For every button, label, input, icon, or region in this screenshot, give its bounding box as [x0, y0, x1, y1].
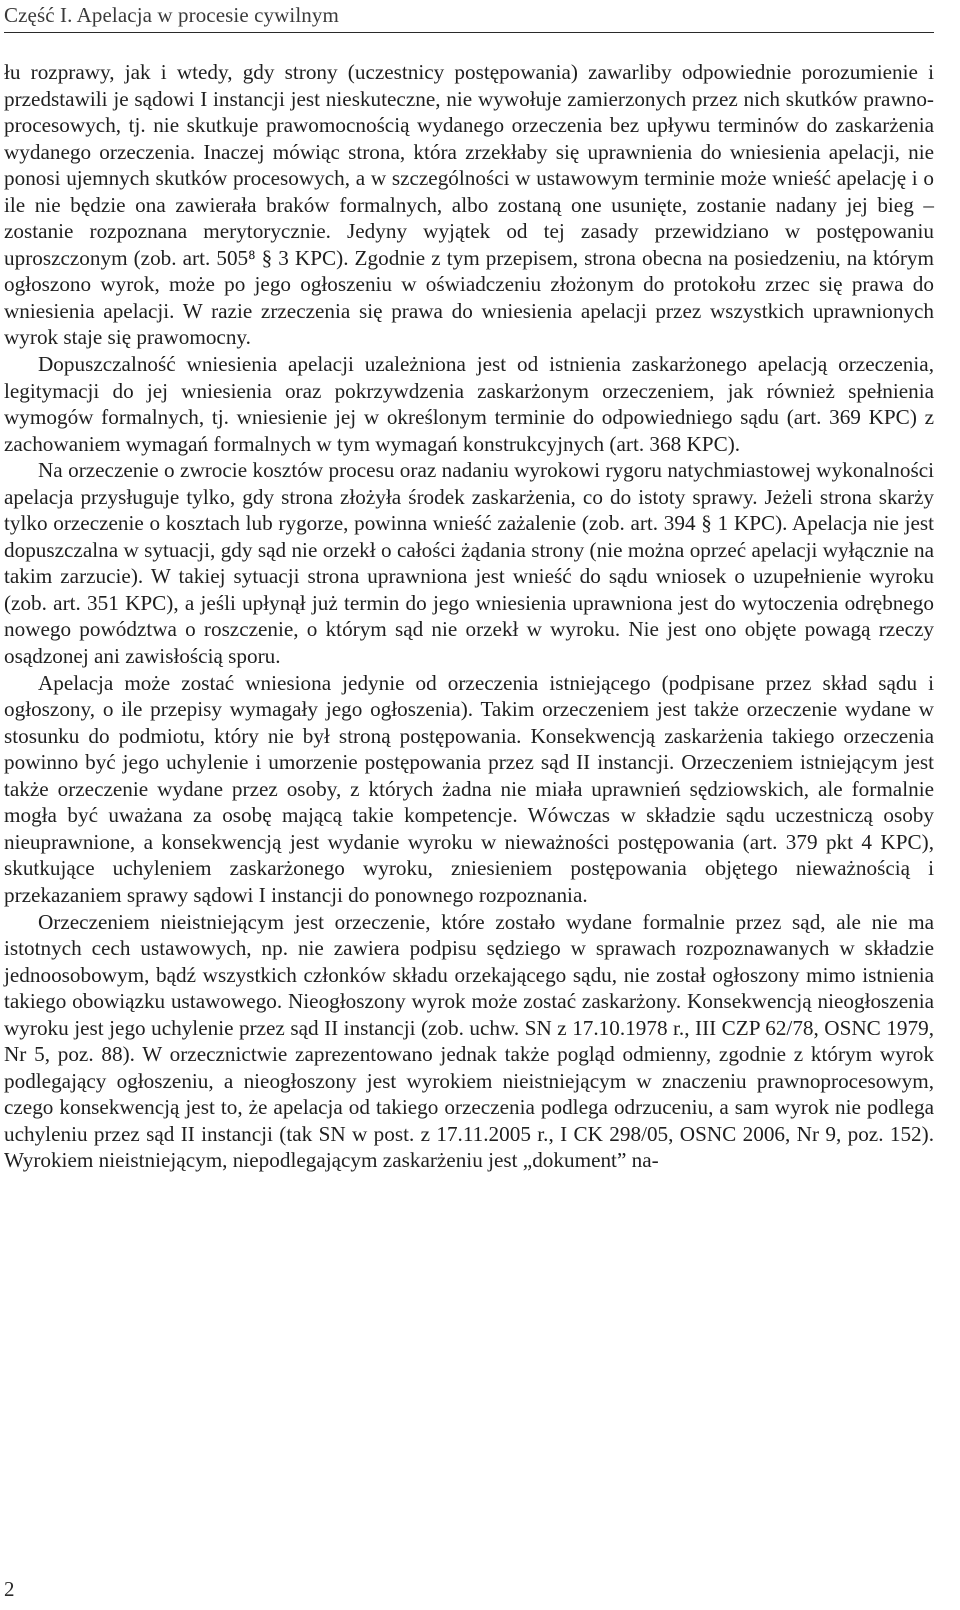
paragraph-continuation: łu rozprawy, jak i wtedy, gdy strony (uczestnicy postępowania) zawarliby odpowiednie porozumienie i przedstawili je sądowi I instancji jest nieskuteczne, nie wywołuje zamierzonych przez nich skutków prawno-procesowych, tj. nie skutkuje prawomocnością wydanego orzeczenia bez upływu terminów do zaskarżenia wydanego orzeczenia. Inaczej mówiąc strona, która zrzekłaby się uprawnienia do wniesienia apelacji, nie ponosi ujemnych skutków procesowych, a w szczególności w ustawowym terminie może wnieść apelację i o ile nie będzie ona zawierała braków formalnych, albo zostaną one usunięte, zostanie nadany jej bieg – zostanie rozpoznana merytorycznie. Jedyny wyjątek od tej zasady przewidziano w postępowaniu uproszczonym (zob. art. 505⁸ § 3 KPC). Zgodnie z tym przepisem, strona obecna na posiedzeniu, na którym ogłoszono wyrok, może po jego ogłoszeniu w oświadczeniu złożonym do protokołu zrzec się prawa do wniesienia apelacji. W razie zrzeczenia się prawa do wniesienia apelacji przez wszystkich uprawnionych wyrok staje się prawomocny. — [4, 60, 934, 350]
paragraph: Na orzeczenie o zwrocie kosztów procesu oraz nadaniu wyrokowi rygoru natychmiastowej wykonalności apelacja przysługuje tylko, gdy strona złożyła środek zaskarżenia, co do istoty sprawy. Jeżeli strona skarży tylko orzeczenie o kosztach lub rygorze, powinna wnieść zażalenie (zob. art. 394 § 1 KPC). Apelacja nie jest dopuszczalna w sytuacji, gdy sąd nie orzekł o całości żądania strony (nie można oprzeć apelacji wyłącznie na takim zarzucie). W takiej sytuacji strona uprawniona jest wnieść do sądu wniosek o uzupełnienie wyroku (zob. art. 351 KPC), a jeśli upłynął już termin do jego wniesienia uprawniona jest do wytoczenia odrębnego nowego powództwa o roszczenie, o którym sąd nie orzekł w wyroku. Nie jest ono objęte powagą rzeczy osądzonej ani zawisłością sporu. — [4, 458, 934, 669]
body-text — [4, 59, 934, 1174]
paragraph: Dopuszczalność wniesienia apelacji uzależniona jest od istnienia zaskarżonego apelacją orzeczenia, legitymacji do jej wniesienia oraz pokrzywdzenia zaskarżonym orzeczeniem, jak również spełnienia wymogów formalnych, tj. wniesienie jej w określonym terminie do odpowiedniego sądu (art. 369 KPC) z zachowaniem wymagań formalnych w tym wymagań konstrukcyjnych (art. 368 KPC). — [4, 352, 934, 456]
page-number: 2 — [4, 1577, 15, 1601]
running-header: Część I. Apelacja w procesie cywilnym — [4, 1, 934, 33]
paragraph: Apelacja może zostać wniesiona jedynie od orzeczenia istniejącego (podpisane przez skład sądu i ogłoszony, o ile przepisy wymagały jego ogłoszenia). Takim orzeczeniem jest także orzeczenie wydane w stosunku do podmiotu, który nie był stroną postępowania. Konsekwencją zaskarżenia takiego orzeczenia powinno być jego uchylenie i umorzenie postępowania przez sąd II instancji. Orzeczeniem istniejącym jest także orzeczenie wydane przez osoby, z których żadna nie miała uprawnień sędziowskich, ale formalnie mogła być uważana za osobę mającą takie kompetencje. Wówczas w składzie sądu uczestniczą osoby nieuprawnione, a konsekwencją jest wydanie wyroku w nieważności postępowania (art. 379 pkt 4 KPC), skutkujące uchyleniem zaskarżonego wyroku, zniesieniem postępowania objętego nieważnością i przekazaniem sprawy sądowi I instancji do ponownego rozpoznania. — [4, 670, 934, 907]
paragraph: Orzeczeniem nieistniejącym jest orzeczenie, które zostało wydane formalnie przez sąd, ale nie ma istotnych cech ustawowych, np. nie zawiera podpisu sędziego w sprawach rozpoznawanych w składzie jednoosobowym, bądź wszystkich członków składu orzekającego sądu, nie został ogłoszony mimo istnienia takiego obowiązku ustawowego. Nieogłoszony wyrok może zostać zaskarżony. Konsekwencją nieogłoszenia wyroku jest jego uchylenie przez sąd II instancji (zob. uchw. SN z 17.10.1978 r., III CZP 62/78, OSNC 1979, Nr 5, poz. 88). W orzecznictwie zaprezentowano jednak także pogląd odmienny, zgodnie z którym wyrok podlegający ogłoszeniu, a nieogłoszony jest wyrokiem nieistniejącym w znaczeniu prawnoprocesowym, czego konsekwencją jest to, że apelacja od takiego orzeczenia podlega odrzuceniu, a sam wyrok nie podlega uchyleniu przez sąd II instancji (tak SN w post. z 17.11.2005 r., I CK 298/05, OSNC 2006, Nr 9, poz. 152). Wyrokiem nieistniejącym, niepodlegającym zaskarżeniu jest „dokument” na- — [4, 909, 934, 1173]
